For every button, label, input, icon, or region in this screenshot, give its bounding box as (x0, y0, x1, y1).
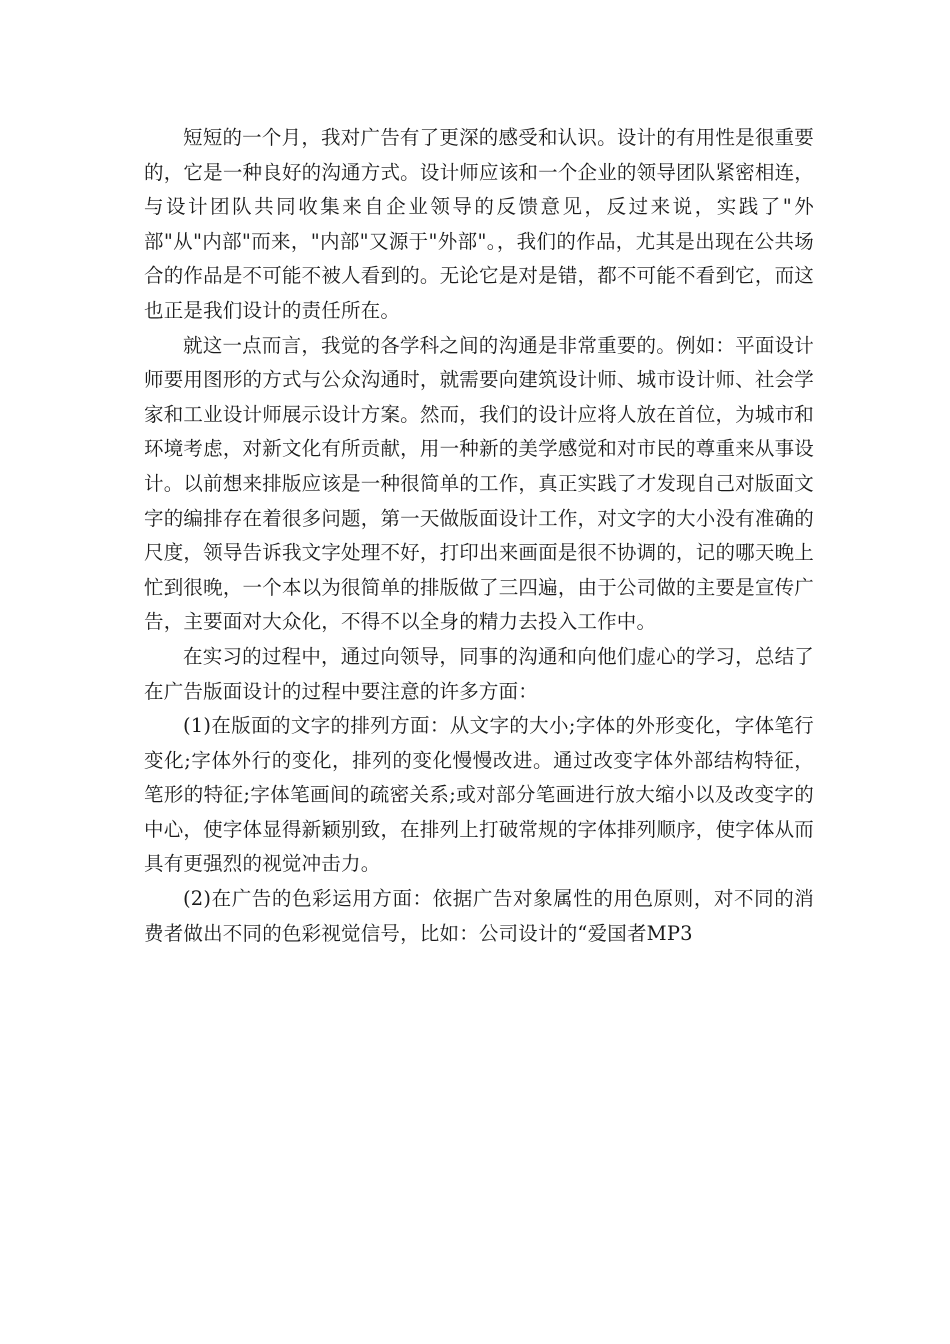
body-text (144, 121, 814, 951)
paragraph-intro: 短短的一个月，我对广告有了更深的感受和认识。设计的有用性是很重要的，它是一种良好的沟通方式。设计师应该和一个企业的领导团队紧密相连，与设计团队共同收集来自企业领导的反馈意见，反过来说，实践了"外部"从"内部"而来，"内部"又源于"外部"。，我们的作品，尤其是出现在公共场合的作品是不可能不被人看到的。无论它是对是错，都不可能不看到它，而这也正是我们设计的责任所在。 (144, 126, 814, 322)
paragraph-communication: 就这一点而言，我觉的各学科之间的沟通是非常重要的。例如：平面设计师要用图形的方式与公众沟通时，就需要向建筑设计师、城市设计师、社会学家和工业设计师展示设计方案。然而，我们的设计应将人放在首位，为城市和环境考虑，对新文化有所贡献，用一种新的美学感觉和对市民的尊重来从事设计。以前想来排版应该是一种很简单的工作，真正实践了才发现自己对版面文字的编排存在着很多问题，第一天做版面设计工作，对文字的大小没有准确的尺度，领导告诉我文字处理不好，打印出来画面是很不协调的，记的哪天晚上忙到很晚，一个本以为很简单的排版做了三四遍，由于公司做的主要是宣传广告，主要面对大众化，不得不以全身的精力去投入工作中。 (144, 333, 814, 634)
paragraph-summary: 在实习的过程中，通过向领导，同事的沟通和向他们虚心的学习，总结了在广告版面设计的过程中要注意的许多方面： (144, 644, 814, 703)
paragraph-point-1: (1)在版面的文字的排列方面：从文字的大小;字体的外形变化，字体笔行变化;字体外行的变化，排列的变化慢慢改进。通过改变字体外部结构特征，笔形的特征;字体笔画间的疏密关系;或对部分笔画进行放大缩小以及改变字的中心，使字体显得新颖别致，在排列上打破常规的字体排列顺序，使字体从而具有更强烈的视觉冲击力。 (144, 714, 814, 876)
paragraph-point-2: (2)在广告的色彩运用方面：依据广告对象属性的用色原则，对不同的消费者做出不同的色彩视觉信号，比如：公司设计的“爱国者MP3 (144, 887, 814, 945)
